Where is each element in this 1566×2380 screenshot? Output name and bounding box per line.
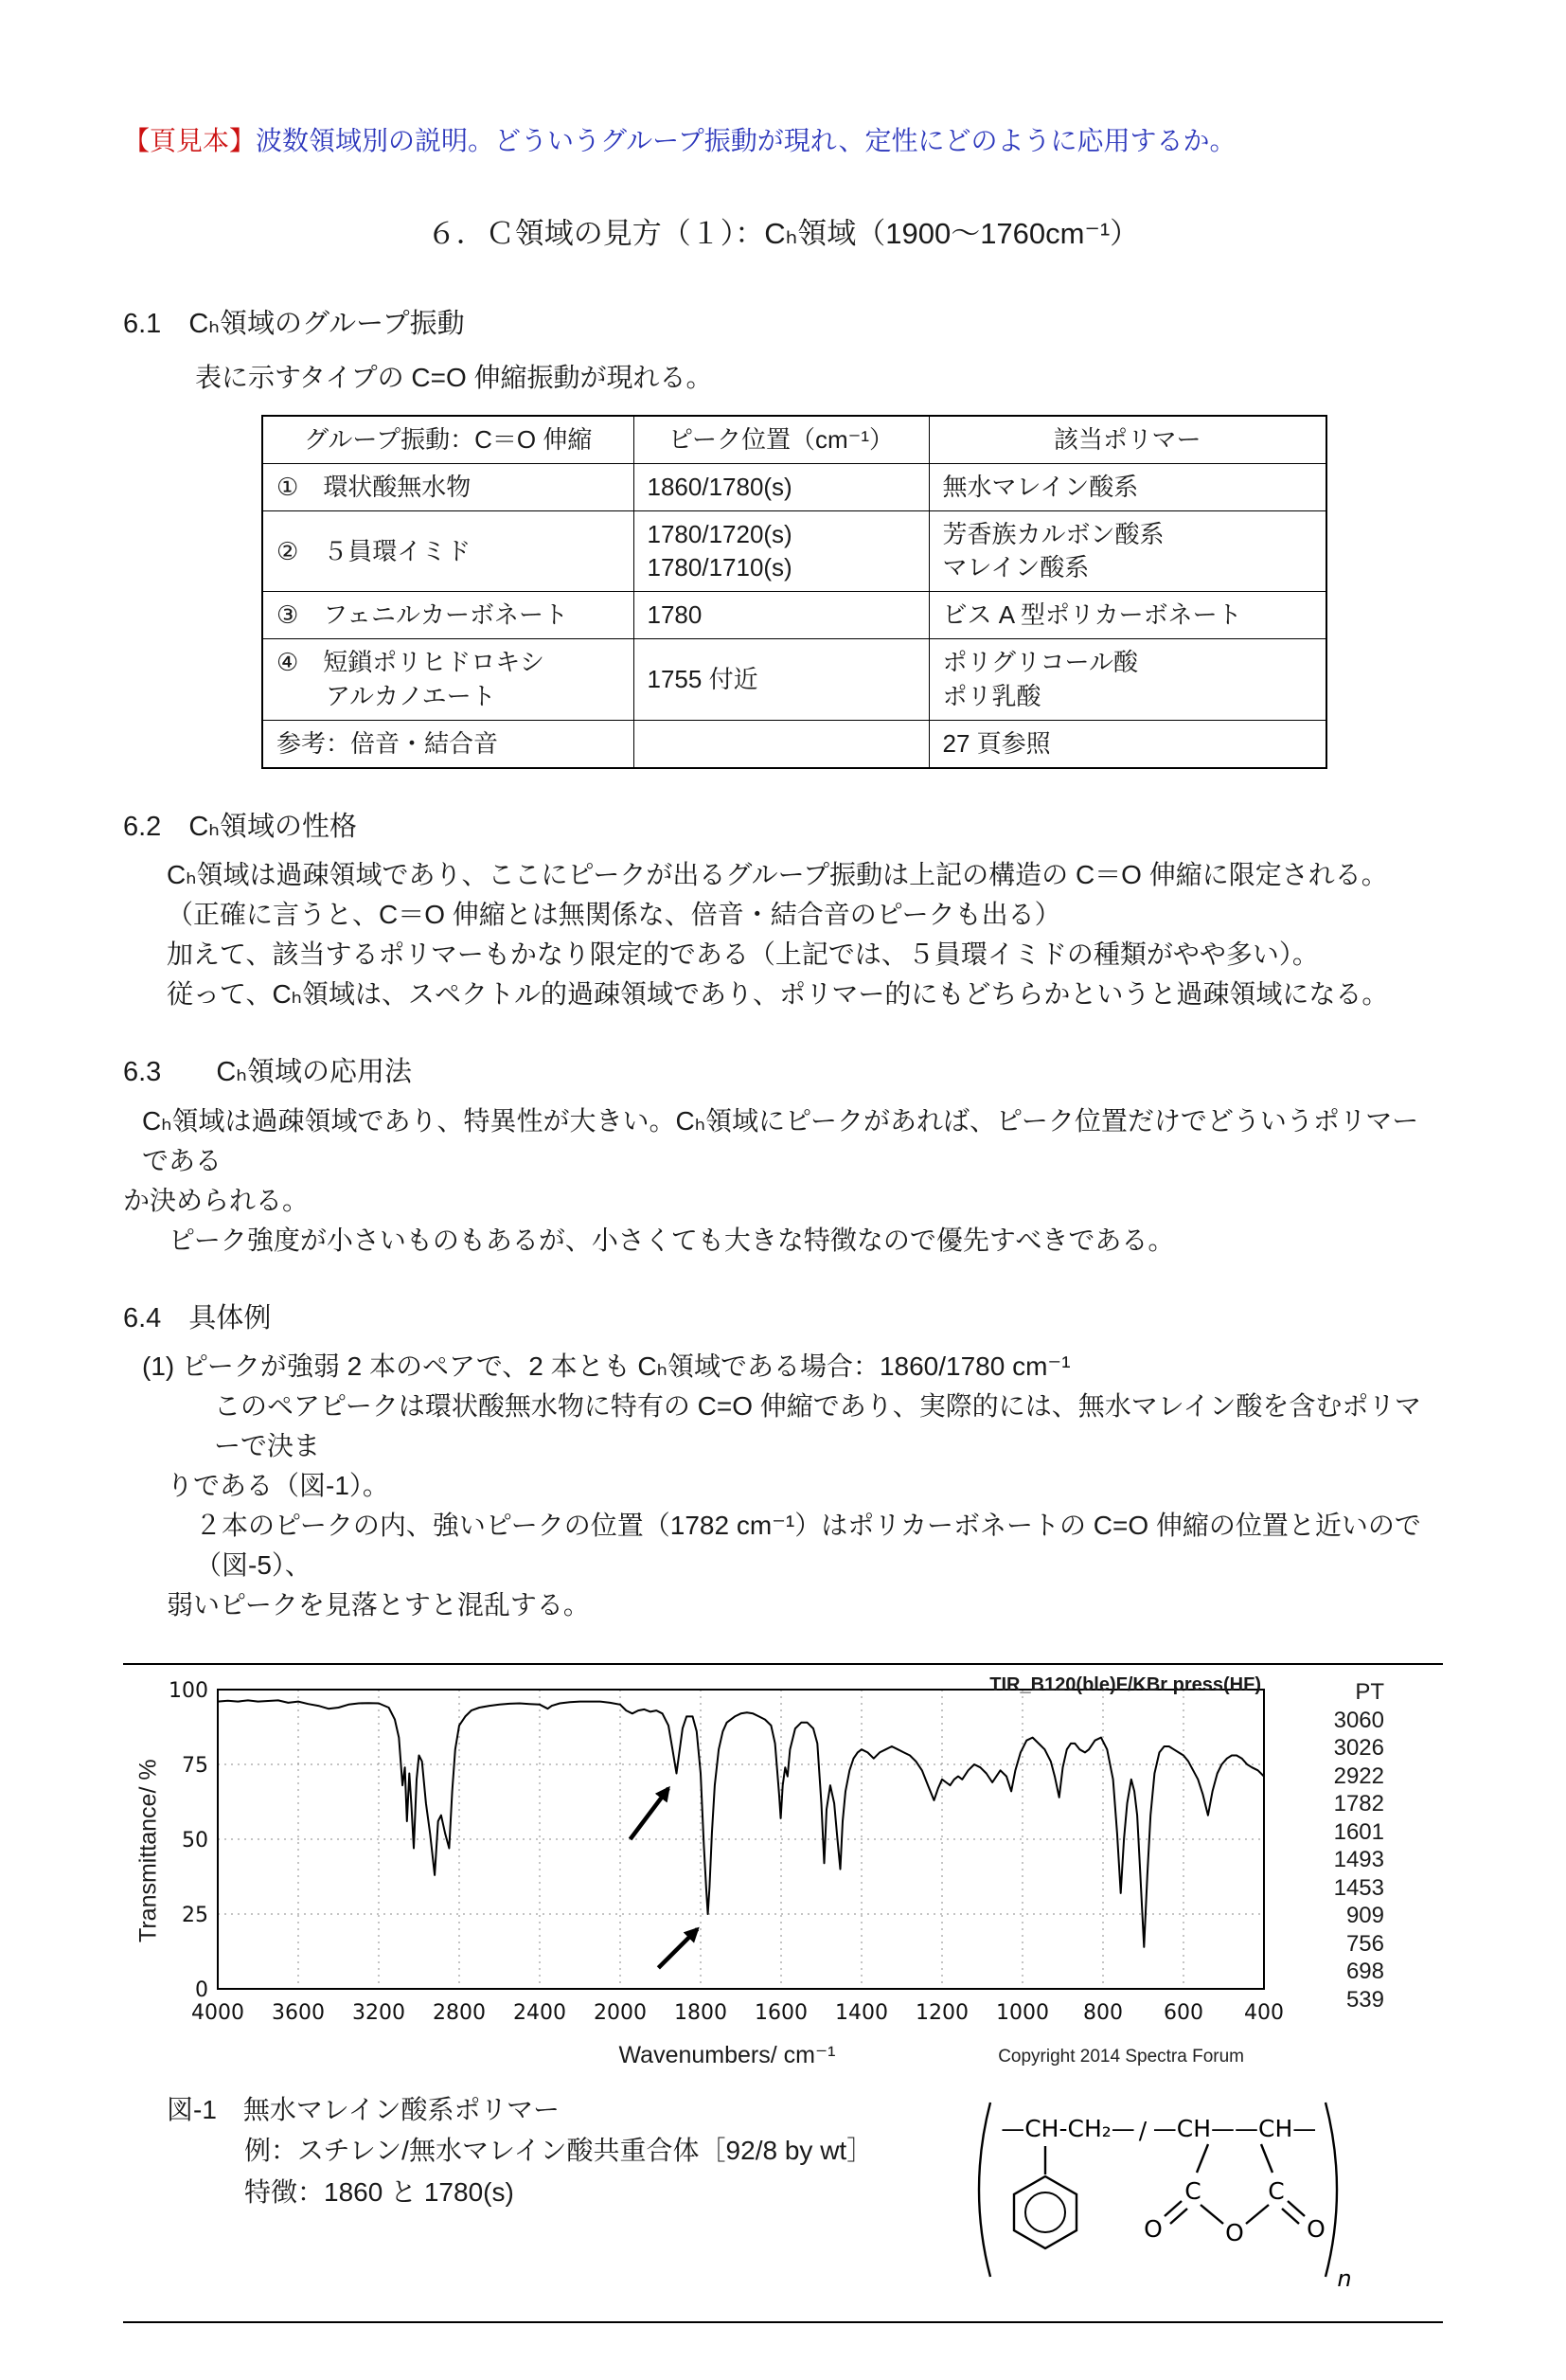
svg-text:25: 25 bbox=[182, 1904, 208, 1928]
paragraph-line: このペアピークは環状酸無水物に特有の C=O 伸縮であり、実際的には、無水マレイン酸を含むポリマーで決ま bbox=[214, 1391, 1421, 1461]
svg-text:100: 100 bbox=[169, 1679, 208, 1704]
section-heading-6-3: 6.3 Cₕ領域の応用法 bbox=[123, 1057, 412, 1088]
table-cell: 1860/1780(s) bbox=[633, 464, 929, 511]
svg-text:2800: 2800 bbox=[433, 2001, 486, 2026]
table-cell: ① 環状酸無水物 bbox=[262, 464, 633, 511]
figure-top-rule bbox=[123, 1663, 1443, 1665]
peak-value: 2922 bbox=[1333, 1763, 1384, 1789]
carbonyl-carbon: C bbox=[1184, 2176, 1201, 2205]
cell-line: 芳香族カルボン酸系 bbox=[942, 520, 1165, 549]
paragraph-line: ２本のピークの内、強いピークの位置（1782 cm⁻¹）はポリカーボネートの C=O 伸縮の位置と近いので（図-5）、 bbox=[195, 1511, 1421, 1581]
carbonyl-carbon: C bbox=[1268, 2176, 1285, 2205]
table-cell bbox=[633, 720, 929, 768]
paragraph-line: りである（図-1）。 bbox=[167, 1471, 389, 1501]
svg-text:400: 400 bbox=[1244, 2001, 1284, 2026]
chart-area bbox=[169, 1674, 1286, 2074]
section-heading-6-1: 6.1 Cₕ領域のグループ振動 bbox=[123, 308, 465, 339]
section-6-2 bbox=[123, 807, 1443, 1015]
peak-table-header: PT bbox=[1355, 1679, 1384, 1706]
x-axis-label-row bbox=[169, 2038, 1286, 2074]
svg-text:2400: 2400 bbox=[513, 2001, 566, 2026]
cell-line: マレイン酸系 bbox=[942, 553, 1090, 582]
peak-value: 909 bbox=[1345, 1903, 1384, 1929]
peak-value: 1453 bbox=[1333, 1874, 1384, 1901]
table-header-row bbox=[262, 416, 1326, 464]
carbonyl-oxygen: O bbox=[1144, 2214, 1163, 2243]
double-bond bbox=[1282, 2209, 1299, 2224]
polymer-structure bbox=[954, 2089, 1361, 2304]
ring-oxygen: O bbox=[1225, 2218, 1244, 2246]
repeat-subscript: n bbox=[1337, 2264, 1352, 2292]
document-title: ６．Ｃ領域の見方（１）：Cₕ領域（1900〜1760cm⁻¹） bbox=[426, 217, 1140, 250]
spectrum-sample-label: TIR_B120(ble)F/KBr press(HF) bbox=[989, 1674, 1261, 1696]
table-cell: 27 頁参照 bbox=[929, 720, 1326, 768]
peak-value: 3060 bbox=[1333, 1707, 1384, 1733]
header-text: 波数領域別の説明。どういうグループ振動が現れ、定性にどのように応用するか。 bbox=[256, 126, 1237, 155]
anhydride-unit-label: —CH——CH— bbox=[1152, 2114, 1317, 2142]
ir-spectrum-chart bbox=[169, 1674, 1286, 2027]
cell-line: 1780/1720(s) bbox=[647, 520, 792, 549]
section-heading-6-4: 6.4 具体例 bbox=[123, 1302, 272, 1333]
paragraph-line: ピーク強度が小さいものもあるが、小さくても大きな特徴なので優先すべきである。 bbox=[142, 1225, 1175, 1255]
svg-text:50: 50 bbox=[182, 1829, 208, 1853]
peak-value: 539 bbox=[1345, 1986, 1384, 2013]
figure-number: 図-1 bbox=[167, 2094, 217, 2124]
table-header-polymer: 該当ポリマー bbox=[929, 416, 1326, 464]
svg-text:800: 800 bbox=[1083, 2001, 1123, 2026]
peak-value: 756 bbox=[1345, 1930, 1384, 1957]
double-bond bbox=[1170, 2209, 1187, 2224]
cell-line: ポリグリコール酸 bbox=[942, 648, 1138, 677]
svg-text:1000: 1000 bbox=[996, 2001, 1049, 2026]
peak-value: 1782 bbox=[1333, 1791, 1384, 1817]
svg-text:2000: 2000 bbox=[594, 2001, 647, 2026]
paragraph-line: か決められる。 bbox=[123, 1185, 310, 1215]
table-row bbox=[262, 720, 1326, 768]
figure-1-block bbox=[123, 1663, 1443, 2323]
paragraph-line: 加えて、該当するポリマーもかなり限定的である（上記では、５員環イミドの種類がやや多い）。 bbox=[167, 939, 1319, 970]
peak-value: 3026 bbox=[1333, 1735, 1384, 1762]
header-tag: 【頁見本】 bbox=[123, 126, 257, 155]
page-header-note bbox=[123, 121, 1443, 161]
table-cell: ② ５員環イミド bbox=[262, 511, 633, 592]
bond bbox=[1197, 2144, 1208, 2173]
cell-line: ポリ乳酸 bbox=[942, 681, 1041, 710]
table-cell: 1755 付近 bbox=[633, 639, 929, 720]
svg-text:1600: 1600 bbox=[755, 2001, 808, 2026]
wavenumber-axis-label: Wavenumbers/ cm⁻¹ bbox=[618, 2042, 836, 2069]
section-6-3 bbox=[123, 1052, 1443, 1261]
svg-text:4000: 4000 bbox=[191, 2001, 244, 2026]
group-vibration-table bbox=[261, 415, 1327, 769]
svg-text:0: 0 bbox=[195, 1978, 208, 2003]
styrene-unit-label: —CH-CH₂— bbox=[1001, 2114, 1135, 2142]
table-row bbox=[262, 464, 1326, 511]
figure-caption-line: 特徴：1860 と 1780(s) bbox=[244, 2176, 514, 2207]
table-cell: 参考：倍音・結合音 bbox=[262, 720, 633, 768]
ir-spectrum-figure bbox=[129, 1674, 1443, 2074]
bond bbox=[1261, 2144, 1272, 2173]
table-cell bbox=[633, 511, 929, 592]
section-6-1 bbox=[123, 304, 1443, 769]
carbonyl-oxygen: O bbox=[1307, 2214, 1326, 2243]
svg-text:75: 75 bbox=[182, 1754, 208, 1779]
table-header-peak-position: ピーク位置（cm⁻¹） bbox=[633, 416, 929, 464]
svg-text:1800: 1800 bbox=[674, 2001, 727, 2026]
bond bbox=[1246, 2205, 1269, 2224]
figure-title: 無水マレイン酸系ポリマー bbox=[242, 2094, 560, 2124]
paragraph-line: (1) ピークが強弱 2 本のペアで、2 本とも Cₕ領域である場合：1860/1780 cm⁻¹ bbox=[142, 1351, 1071, 1382]
figure-caption-row bbox=[123, 2089, 1443, 2304]
polymer-structure-drawing bbox=[954, 2089, 1361, 2293]
figure-caption-line: 例：スチレン/無水マレイン酸共重合体［92/8 by wt］ bbox=[244, 2136, 874, 2166]
figure-bottom-rule bbox=[123, 2321, 1443, 2323]
svg-text:1200: 1200 bbox=[916, 2001, 969, 2026]
table-row bbox=[262, 639, 1326, 720]
section-6-4 bbox=[123, 1298, 1443, 1626]
figure-caption bbox=[167, 2089, 873, 2304]
svg-text:3200: 3200 bbox=[352, 2001, 405, 2026]
cell-line: 1780/1710(s) bbox=[647, 553, 792, 582]
paragraph-line: Cₕ領域は過疎領域であり、特異性が大きい。Cₕ領域にピークがあれば、ピーク位置だけでどういうポリマーである bbox=[142, 1105, 1419, 1175]
paragraph-line: （正確に言うと、C＝O 伸縮とは無関係な、倍音・結合音のピークも出る） bbox=[167, 900, 1061, 930]
benzene-ring bbox=[1014, 2176, 1077, 2248]
table-cell bbox=[929, 639, 1326, 720]
svg-text:1400: 1400 bbox=[835, 2001, 888, 2026]
table-cell: 無水マレイン酸系 bbox=[929, 464, 1326, 511]
unit-divider: / bbox=[1138, 2116, 1148, 2144]
table-header-group-vibration: グループ振動：C＝O 伸縮 bbox=[262, 416, 633, 464]
double-bond bbox=[1165, 2201, 1182, 2216]
svg-text:600: 600 bbox=[1164, 2001, 1203, 2026]
transmittance-axis-label: Transmittance/ % bbox=[134, 1759, 162, 1943]
peak-value: 1493 bbox=[1333, 1847, 1384, 1873]
peak-value: 1601 bbox=[1333, 1818, 1384, 1845]
paragraph-line: 従って、Cₕ領域は、スペクトル的過疎領域であり、ポリマー的にもどちらかというと過疎領域になる。 bbox=[167, 979, 1389, 1010]
figure-caption-title-line bbox=[167, 2089, 873, 2130]
peak-table bbox=[1286, 1674, 1384, 2013]
svg-text:3600: 3600 bbox=[272, 2001, 325, 2026]
table-cell bbox=[929, 511, 1326, 592]
right-parenthesis bbox=[1326, 2103, 1337, 2277]
table-cell bbox=[262, 639, 633, 720]
table-row bbox=[262, 511, 1326, 592]
table-cell: 1780 bbox=[633, 592, 929, 639]
table-row bbox=[262, 592, 1326, 639]
cell-line: アルカノエート bbox=[276, 681, 496, 710]
bond bbox=[1201, 2205, 1223, 2224]
cell-line: ④ 短鎖ポリヒドロキシ bbox=[276, 648, 545, 677]
benzene-circle bbox=[1025, 2192, 1065, 2232]
left-parenthesis bbox=[979, 2103, 990, 2277]
peak-value: 698 bbox=[1345, 1959, 1384, 1985]
section-heading-6-2: 6.2 Cₕ領域の性格 bbox=[123, 811, 357, 842]
table-cell: ビス A 型ポリカーボネート bbox=[929, 592, 1326, 639]
copyright-note: Copyright 2014 Spectra Forum bbox=[998, 2047, 1244, 2067]
paragraph-line: Cₕ領域は過疎領域であり、ここにピークが出るグループ振動は上記の構造の C＝O 伸縮に限定される。 bbox=[167, 860, 1388, 890]
table-cell: ③ フェニルカーボネート bbox=[262, 592, 633, 639]
paragraph-line: 弱いピークを見落とすと混乱する。 bbox=[167, 1590, 590, 1620]
double-bond bbox=[1288, 2201, 1305, 2216]
section-6-1-intro: 表に示すタイプの C=O 伸縮振動が現れる。 bbox=[195, 363, 713, 392]
